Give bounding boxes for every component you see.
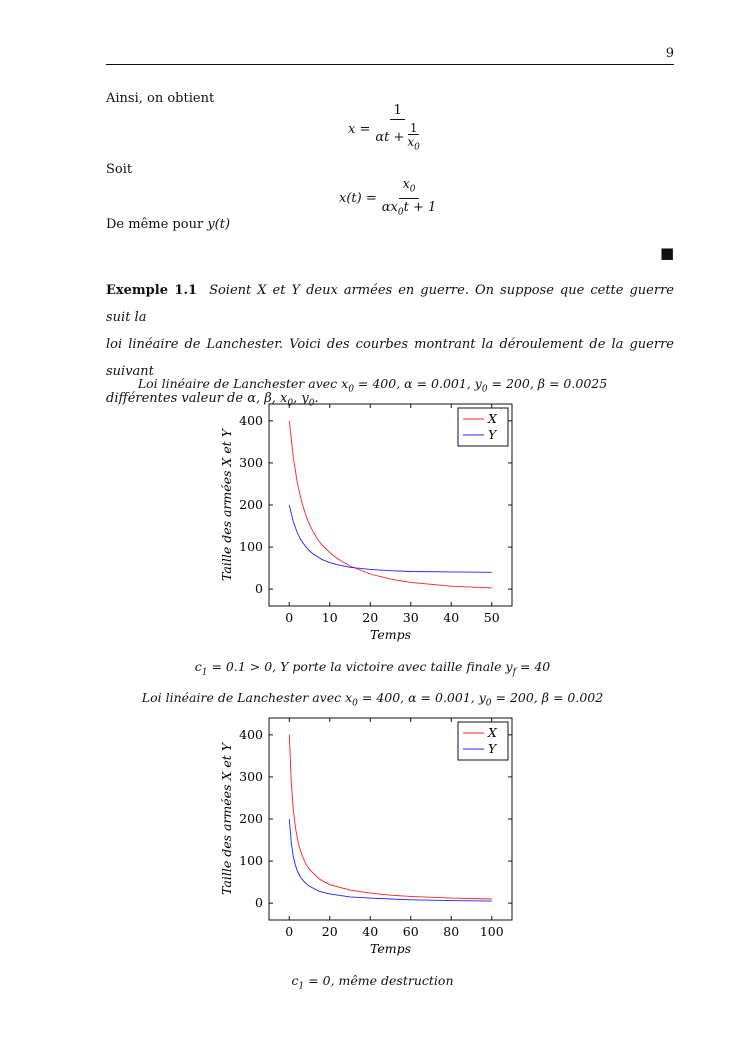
text-ainsi: Ainsi, on obtient (106, 91, 215, 106)
chart1-xtick-label: 40 (443, 610, 460, 625)
chart1-legend (458, 408, 508, 446)
chart1-ytick-label: 0 (255, 581, 263, 597)
chart2-xtick-label: 20 (321, 924, 338, 939)
eq1-denominator (375, 120, 420, 154)
example-label: Exemple 1.1 (106, 283, 198, 298)
eq1-numerator: 1 (390, 104, 404, 120)
chart2-ytick-label: 200 (239, 811, 263, 826)
eq1-lhs: x = (348, 121, 371, 137)
chart2-ytick-label: 0 (255, 895, 263, 911)
chart1-ylabel: Taille des armées X et Y (219, 429, 234, 581)
eq1-inner-den: $x_0$ (407, 135, 420, 153)
chart1-legend-label-x: X (488, 411, 497, 426)
eq1-fraction (375, 104, 420, 154)
chart1-xtick-label: 30 (402, 610, 419, 625)
chart1-xtick-label: 50 (483, 610, 500, 625)
qed-symbol: ■ (660, 244, 675, 262)
chart1-xtick-label: 10 (321, 610, 338, 625)
equation-1 (348, 104, 420, 154)
text-de-meme: De même pour y(t) (106, 217, 231, 232)
chart1-ytick-label: 300 (239, 454, 263, 470)
chart1-legend-label-y: Y (488, 427, 497, 442)
chart2-xtick-label: 0 (285, 924, 294, 939)
chart2-legend-label-x: X (488, 725, 497, 740)
chart2-legend-label-y: Y (488, 741, 497, 756)
chart2-legend (458, 722, 508, 760)
example-line-2: loi linéaire de Lanchester. Voici des courbes montrant la déroulement de la guerre suivant (106, 337, 674, 379)
chart2-xtick-label: 40 (362, 924, 379, 939)
chart2-ytick-label: 400 (239, 726, 263, 742)
chart2 (200, 710, 530, 965)
chart2-xtick-label: 80 (443, 924, 460, 939)
eq2-lhs: x(t) = (339, 191, 377, 207)
chart1-title: Loi linéaire de Lanchester avec $x_0 = 400$, α = 0.001, $y_0 = 200$, β = 0.0025 (137, 376, 608, 395)
chart2-title: Loi linéaire de Lanchester avec $x_0 = 400$, α = 0.001, $y_0 = 200$, β = 0.002 (141, 690, 604, 709)
chart1-series-y (289, 505, 492, 572)
chart1-ytick-label: 200 (239, 497, 263, 512)
chart2-ytick-label: 300 (239, 768, 263, 784)
eq1-inner-fraction (407, 122, 420, 154)
chart1-ytick-label: 100 (239, 539, 263, 555)
chart1-xtick-label: 20 (362, 610, 379, 625)
eq1-inner-num: 1 (409, 121, 418, 135)
chart2-xtick-label: 60 (402, 924, 419, 939)
chart1-xlabel: Temps (369, 627, 412, 642)
example-line-1: Exemple 1.1 Soient X et Y deux armées en guerre. On suppose que cette guerre suit la (106, 283, 674, 325)
chart1 (200, 396, 530, 651)
eq2-fraction (382, 178, 437, 219)
chart1-caption: $c_1 = 0.1 > 0$, Y porte la victoire avec taille finale $y_f = 40$ (194, 659, 551, 678)
chart2-ytick-label: 100 (239, 853, 263, 869)
page-number: 9 (665, 46, 674, 61)
chart2-xtick-label: 100 (479, 924, 504, 939)
equation-2 (339, 178, 436, 219)
header-rule (106, 64, 674, 65)
example-line-3: différentes valeur de α, β, $x_0$, $y_0$. (106, 391, 319, 409)
chart2-ylabel: Taille des armées X et Y (219, 743, 234, 895)
chart2-xlabel: Temps (369, 941, 412, 956)
chart2-caption: $c_1 = 0$, même destruction (291, 973, 454, 992)
eq1-den-left: αt + (375, 130, 405, 146)
chart2-series-y (289, 819, 492, 901)
eq2-denominator: $\alpha x_0t + 1$ (381, 199, 437, 218)
eq2-numerator: $x_0$ (399, 178, 418, 199)
text-soit: Soit (106, 162, 133, 177)
chart1-ytick-label: 400 (239, 412, 263, 428)
chart1-xtick-label: 0 (285, 610, 294, 625)
